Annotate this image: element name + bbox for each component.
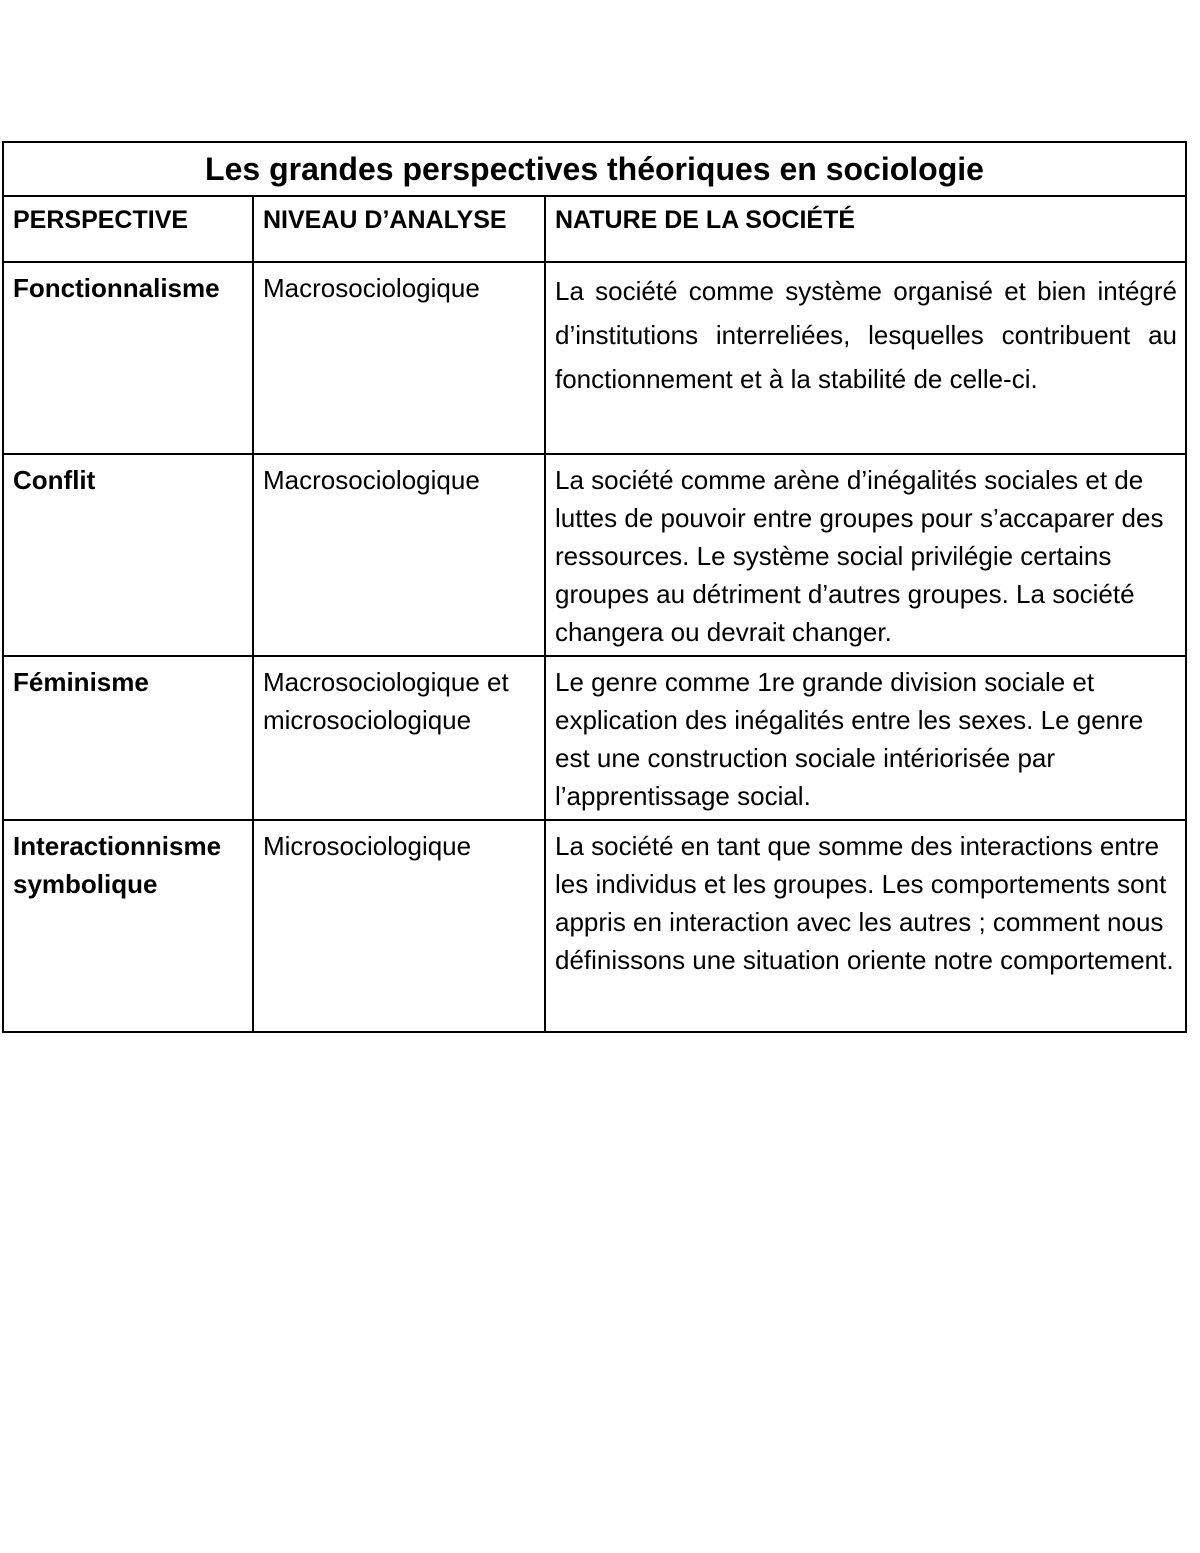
table-title: Les grandes perspectives théoriques en sociologie [3,142,1186,196]
nature-cell: La société comme arène d’inégalités sociales et de luttes de pouvoir entre groupes pour s’accaparer des ressources. Le système social privilégie certains groupes au détriment d’autres groupes. La société changera ou devrait changer. [545,454,1186,656]
header-perspective: PERSPECTIVE [3,196,253,262]
perspective-cell: Conflit [3,454,253,656]
table-row [3,656,1186,820]
perspective-cell: Interactionnisme symbolique [3,820,253,1032]
table-row [3,820,1186,1032]
niveau-cell: Macrosociologique [253,454,545,656]
perspective-cell: Fonctionnalisme [3,262,253,454]
header-row [3,196,1186,262]
niveau-cell: Macrosociologique [253,262,545,454]
nature-cell: La société en tant que somme des interactions entre les individus et les groupes. Les comportements sont appris en interaction avec les autres ; comment nous définissons une situation oriente notre comportement. [545,820,1186,1032]
table-row [3,262,1186,454]
niveau-cell: Macrosociologique et microsociologique [253,656,545,820]
table-row [3,454,1186,656]
header-nature-societe: NATURE DE LA SOCIÉTÉ [545,196,1186,262]
nature-cell: Le genre comme 1re grande division sociale et explication des inégalités entre les sexes. Le genre est une construction sociale intériorisée par l’apprentissage social. [545,656,1186,820]
perspective-cell: Féminisme [3,656,253,820]
niveau-cell: Microsociologique [253,820,545,1032]
nature-cell: La société comme système organisé et bien intégré d’institutions interreliées, lesquelles contribuent au fonctionnement et à la stabilité de celle-ci. [545,262,1186,454]
title-row [3,142,1186,196]
header-niveau-analyse: NIVEAU D’ANALYSE [253,196,545,262]
perspectives-table [2,141,1187,1033]
